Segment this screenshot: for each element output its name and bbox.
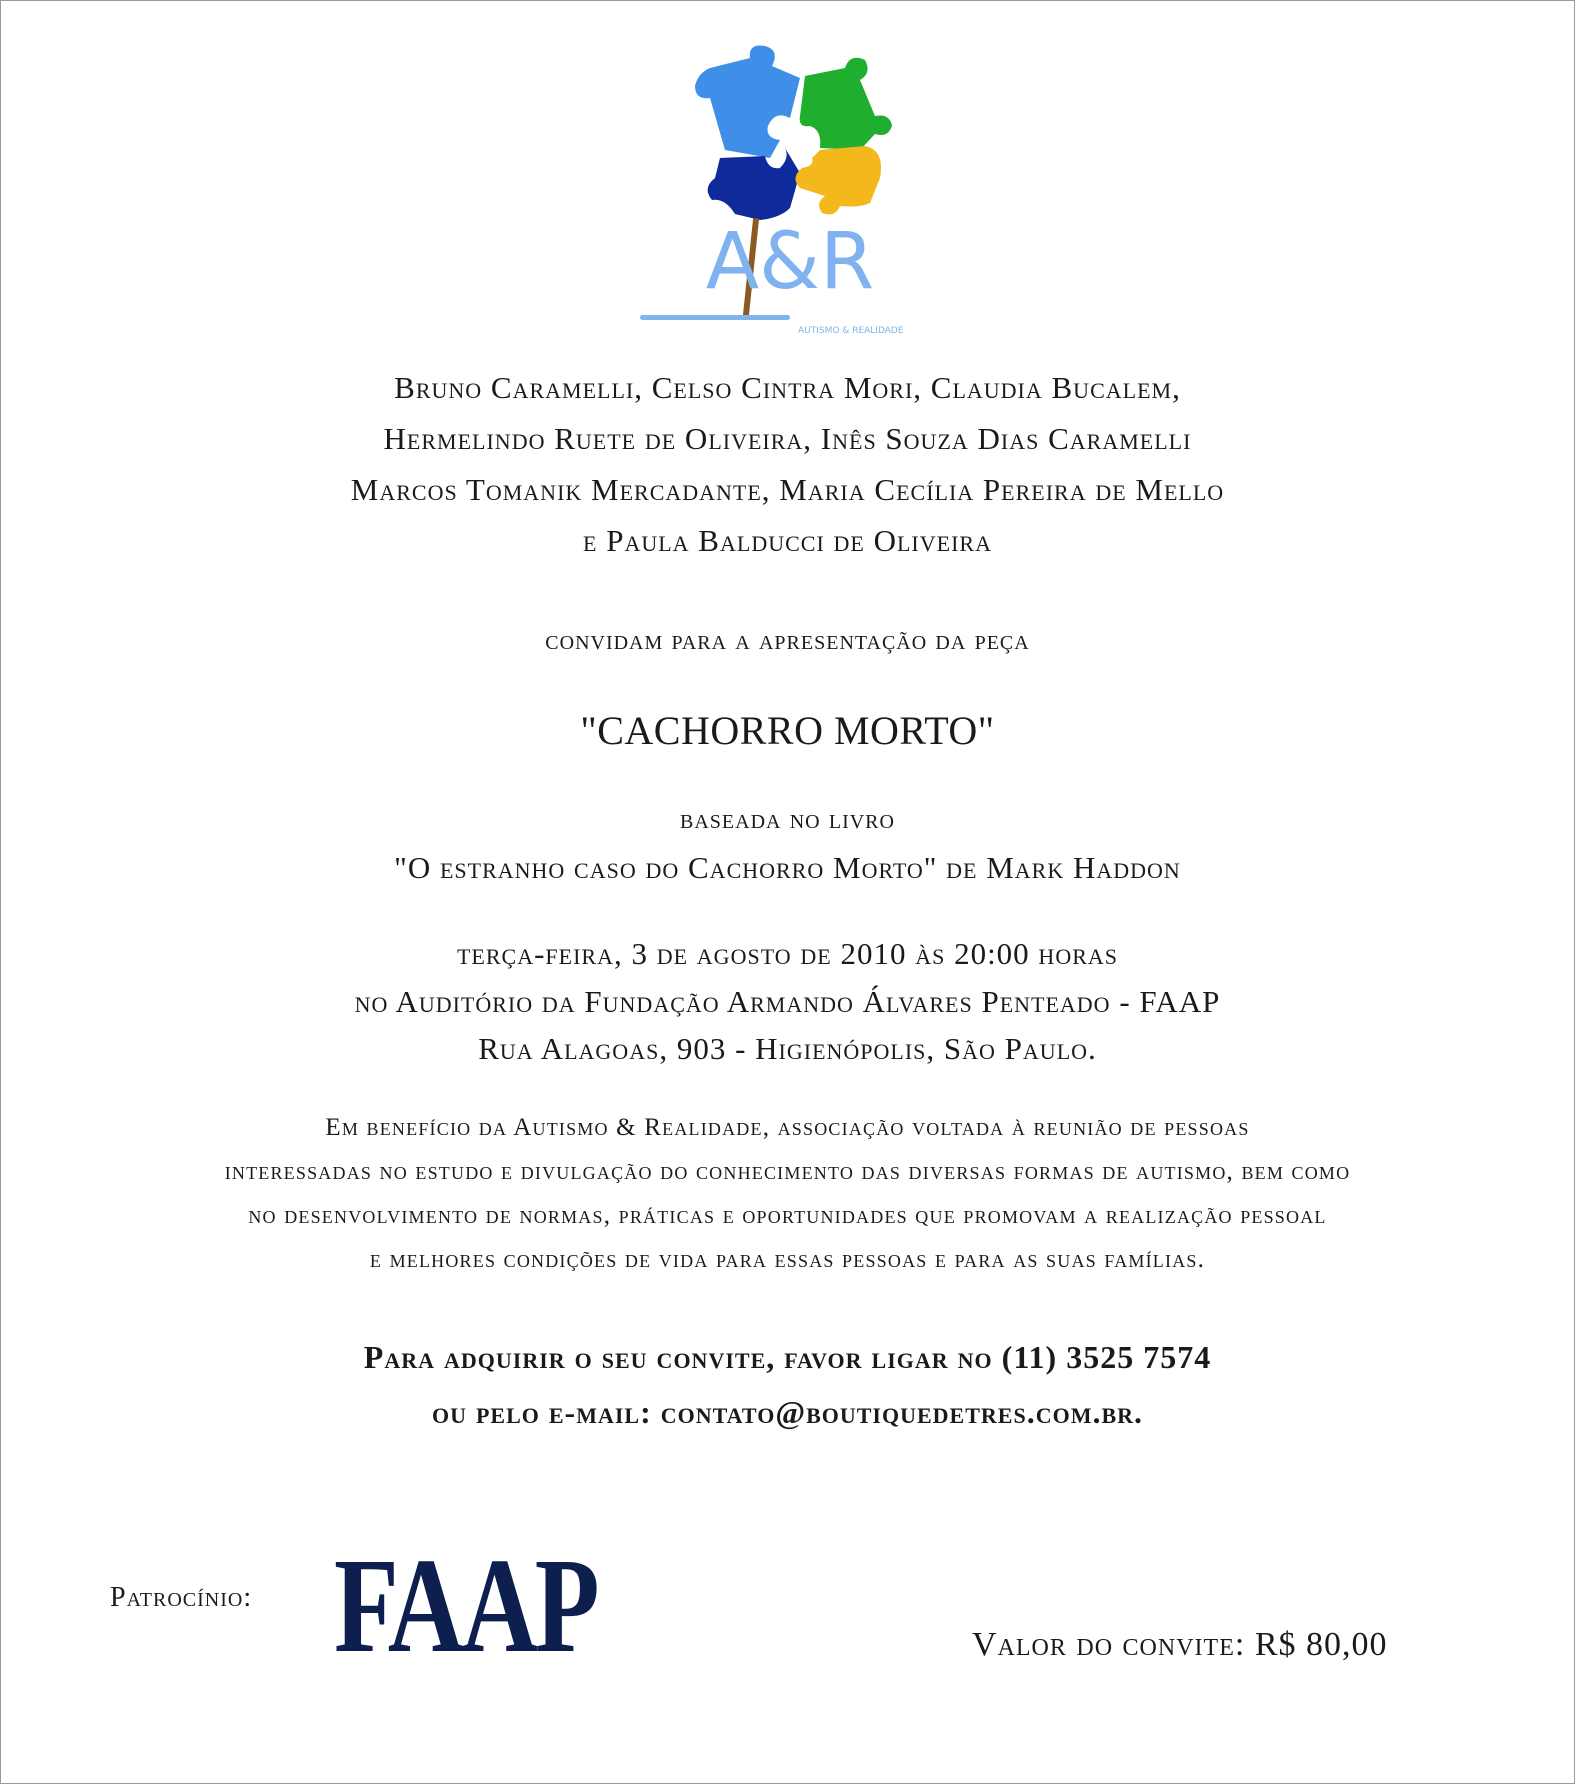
host-line: Marcos Tomanik Mercadante, Maria Cecília Pereira de Mello: [350, 472, 1225, 507]
faap-logo: FAAP: [334, 1531, 597, 1681]
host-line: e Paula Balducci de Oliveira: [583, 523, 992, 558]
event-address: Rua Alagoas, 903 - Higienópolis, São Paulo.: [478, 1031, 1097, 1066]
play-title: "CACHORRO MORTO": [580, 708, 995, 753]
benefit-line: e melhores condições de vida para essas pessoas e para as suas famílias.: [369, 1246, 1206, 1273]
event-venue: no Auditório da Fundação Armando Álvares Penteado - FAAP: [354, 984, 1221, 1019]
contact-email: ou pelo e-mail: contato@boutiquedetres.com.br.: [431, 1394, 1144, 1430]
autismo-realidade-logo: [640, 38, 940, 338]
book-title: "O estranho caso do Cachorro Morto" de Mark Haddon: [394, 850, 1181, 885]
host-line: Bruno Caramelli, Celso Cintra Mori, Claudia Bucalem,: [394, 370, 1181, 405]
host-line: Hermelindo Ruete de Oliveira, Inês Souza Dias Caramelli: [383, 421, 1192, 456]
logo-letters: A&R: [705, 217, 875, 307]
benefit-line: no desenvolvimento de normas, práticas e oportunidades que promovam a realização pessoal: [248, 1202, 1327, 1229]
invite-line: convidam para a apresentação da peça: [545, 624, 1030, 656]
benefit-line: Em benefício da Autismo & Realidade, associação voltada à reunião de pessoas: [325, 1114, 1250, 1141]
ticket-price: Valor do convite: R$ 80,00: [972, 1626, 1388, 1663]
puzzle-pieces-icon: [695, 46, 892, 221]
contact-phone: Para adquirir o seu convite, favor ligar no (11) 3525 7574: [363, 1339, 1212, 1375]
logo-subtitle: AUTISMO & REALIDADE: [798, 326, 904, 336]
event-date: terça-feira, 3 de agosto de 2010 às 20:00 horas: [456, 936, 1119, 971]
logo-underline: [640, 315, 790, 320]
sponsor-label: Patrocínio:: [110, 1582, 253, 1613]
based-on-label: baseada no livro: [680, 803, 895, 835]
benefit-line: interessadas no estudo e divulgação do conhecimento das diversas formas de autismo, bem como: [224, 1158, 1351, 1185]
